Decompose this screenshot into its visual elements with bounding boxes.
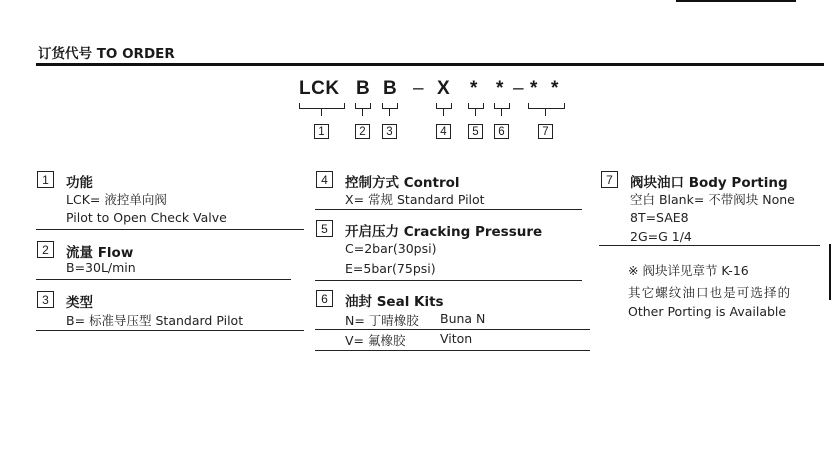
section-divider: [599, 245, 820, 246]
section-line: B= 标准导压型 Standard Pilot: [66, 313, 244, 328]
section-line: LCK= 液控单向阀: [66, 192, 167, 207]
top-corner-rule: [676, 0, 796, 2]
section-title: 流量 Flow: [66, 245, 134, 261]
code-dash-1: –: [413, 78, 425, 99]
code-part-type: B: [383, 78, 398, 99]
section-title: 类型: [66, 295, 93, 311]
stem-7: [545, 108, 546, 116]
bracket-2: [355, 103, 371, 109]
section-number: 3: [37, 291, 54, 308]
section-title: 油封 Seal Kits: [345, 294, 444, 310]
section-line: B=30L/min: [66, 260, 136, 275]
stem-6: [501, 108, 502, 116]
bracket-1: [299, 103, 345, 109]
section-number: 1: [37, 171, 54, 188]
bracket-3: [382, 103, 398, 109]
code-part-lck: LCK: [299, 78, 340, 99]
code-label-4: 4: [436, 124, 451, 139]
section-number: 5: [316, 220, 333, 237]
section-number: 6: [316, 290, 333, 307]
bracket-4: [436, 103, 452, 109]
code-part-flow: B: [356, 78, 371, 99]
section-line: X= 常规 Standard Pilot: [345, 192, 485, 207]
bracket-6: [494, 103, 510, 109]
code-part-control: X: [437, 78, 451, 99]
code-part-pressure: *: [470, 78, 478, 99]
code-label-3: 3: [382, 124, 397, 139]
section-number: 7: [601, 171, 618, 188]
code-label-2: 2: [355, 124, 370, 139]
section-divider: [315, 209, 582, 210]
code-label-5: 5: [468, 124, 483, 139]
code-dash-2: –: [513, 78, 525, 99]
bracket-7: [528, 103, 565, 109]
section-line: Viton: [440, 331, 473, 346]
stem-1: [321, 108, 322, 116]
section-line: E=5bar(75psi): [345, 261, 436, 276]
section-line: C=2bar(30psi): [345, 241, 437, 256]
section-number: 2: [37, 241, 54, 258]
stem-4: [443, 108, 444, 116]
section-title: 开启压力 Cracking Pressure: [345, 224, 543, 240]
note-line: ※ 阀块详见章节 K-16: [628, 263, 749, 278]
section-title: 阀块油口 Body Porting: [630, 175, 788, 191]
section-title: 控制方式 Control: [345, 175, 460, 191]
edge-marker: [829, 244, 831, 300]
code-label-6: 6: [494, 124, 509, 139]
stem-3: [389, 108, 390, 116]
note-line: Other Porting is Available: [628, 304, 787, 319]
section-line: Pilot to Open Check Valve: [66, 210, 227, 225]
section-line: Buna N: [440, 311, 486, 326]
section-divider: [36, 229, 304, 230]
section-divider: [36, 330, 304, 331]
section-divider: [315, 329, 590, 330]
stem-2: [362, 108, 363, 116]
section-title: 功能: [66, 175, 93, 191]
section-divider: [36, 279, 291, 280]
section-number: 4: [316, 171, 333, 188]
code-label-1: 1: [314, 124, 329, 139]
code-part-porting-a: *: [530, 78, 538, 99]
stem-5: [475, 108, 476, 116]
section-line: 空白 Blank= 不带阀块 None: [630, 192, 795, 207]
section-line: 2G=G 1/4: [630, 229, 692, 244]
section-divider: [315, 280, 582, 281]
bracket-5: [468, 103, 484, 109]
section-line: 8T=SAE8: [630, 210, 689, 225]
page-title: 订货代号 TO ORDER: [38, 46, 175, 62]
section-line: V= 氟橡胶: [345, 333, 406, 348]
section-line: N= 丁晴橡胶: [345, 313, 419, 328]
section-divider: [315, 350, 590, 351]
title-rule: [36, 63, 824, 66]
code-part-seal: *: [496, 78, 504, 99]
note-line: 其它螺纹油口也是可选择的: [628, 285, 792, 300]
code-part-porting-b: *: [551, 78, 559, 99]
code-label-7: 7: [538, 124, 553, 139]
